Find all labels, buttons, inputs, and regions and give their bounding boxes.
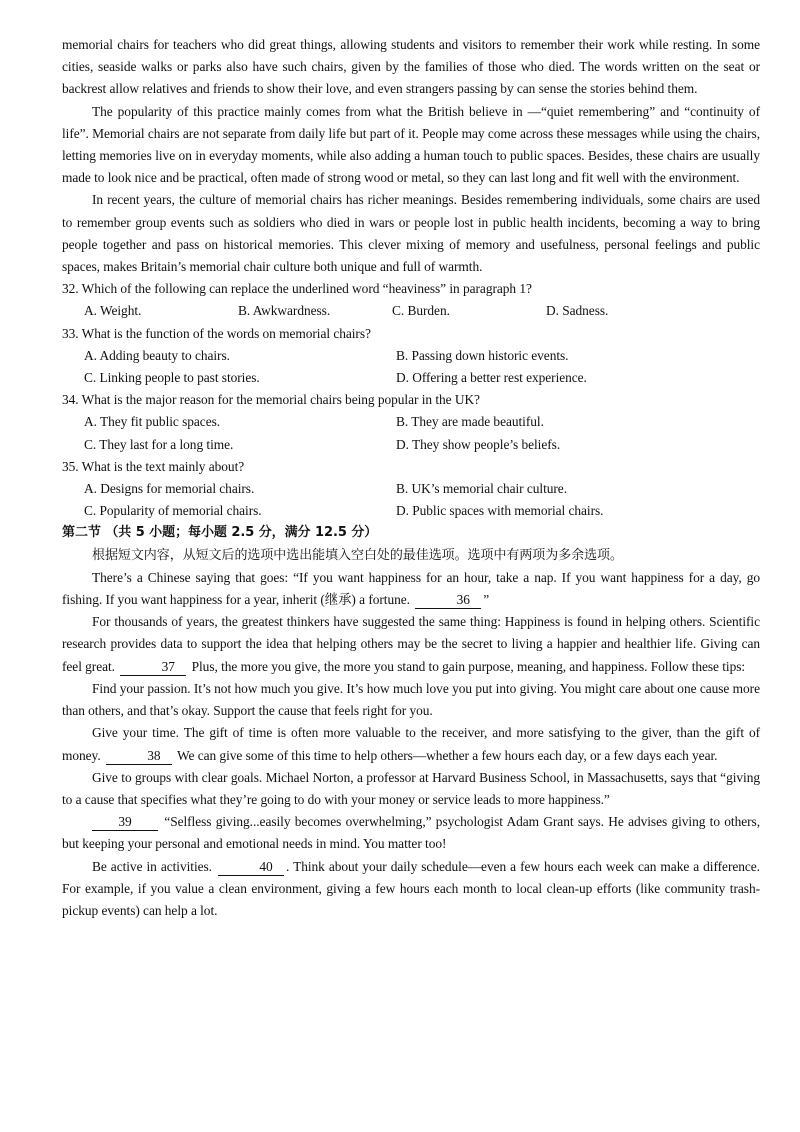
cloze-text: “Selfless giving...easily becomes overwhelming,” psychologist Adam Grant says. He advises giving to others, but keeping your personal and emotional needs in mind. You matter too! — [62, 814, 760, 852]
blank-36: 36 — [415, 592, 481, 609]
cloze-paragraph-3: Find your passion. It’s not how much you give. It’s how much love you put into giving. You might care about one cause more than others, and that’s okay. Support the cause that feels right for you. — [62, 680, 760, 719]
reading-paragraph-2: The popularity of this practice mainly comes from what the British believe in —“quiet remembering” and “continuity of life”. Memorial chairs are not separate from daily life but part of it. People may come across these messages while using the chairs, letting memories live on in everyday moments, while also adding a human touch to public spaces. Besides, these chairs are usually made to look nice and be practical, often made of strong wood or metal, so they can last long and fit well with the environment. — [62, 103, 760, 186]
option-d: D. Offering a better rest experience. — [396, 370, 587, 386]
section-heading: 第二节 （共 5 小题；每小题 2.5 分，满分 12.5 分） — [62, 525, 378, 541]
question-35 — [62, 456, 760, 523]
cloze-text: For thousands of years, the greatest thinkers have suggested the same thing: Happiness is found in helping others. Scientific research provides data to support the idea that helping others may be the secret to living a happier and healthier life. Giving can feel great. — [62, 614, 760, 674]
question-33 — [62, 323, 760, 390]
option-a: A. They fit public spaces. — [84, 414, 221, 430]
cloze-paragraph-7 — [62, 856, 760, 923]
cloze-text: There’s a Chinese saying that goes: “If you want happiness for an hour, take a nap. If you want happiness for a day, go fishing. If you want happiness for a year, inherit (继承) a fortune. — [62, 569, 760, 608]
reading-paragraph-1: memorial chairs for teachers who did great things, allowing students and visitors to remember their work while resting. In some cities, seaside walks or parks also have such chairs, given by the families of those who died. The words written on the seat or backrest allow relatives and friends to show their love, and even strangers passing by can sense the stories behind them. — [62, 37, 760, 97]
option-row — [62, 434, 760, 456]
cloze-text: Be active in activities. — [92, 858, 212, 874]
option-row — [62, 345, 760, 367]
question-34 — [62, 389, 760, 456]
option-row — [62, 478, 760, 500]
option-row — [62, 367, 760, 389]
option-row — [62, 300, 760, 322]
option-d: D. They show people’s beliefs. — [396, 436, 561, 452]
cloze-paragraph-1 — [62, 567, 760, 611]
option-a: A. Designs for memorial chairs. — [84, 481, 255, 497]
blank-38: 38 — [106, 748, 172, 765]
cloze-text: . Think about your daily schedule—even a few hours each week can make a difference. For example, if you value a clean environment, giving a few hours each month to local clean-up efforts (like community trash-pickup events) can help a lot. — [62, 858, 760, 918]
option-b: B. Passing down historic events. — [396, 347, 569, 363]
question-32 — [62, 278, 760, 322]
option-c: C. Burden. — [392, 303, 450, 319]
option-a: A. Adding beauty to chairs. — [84, 347, 230, 363]
option-row — [62, 500, 760, 522]
cloze-paragraph-6 — [62, 811, 760, 855]
cloze-paragraph-2 — [62, 611, 760, 678]
option-b: B. They are made beautiful. — [396, 414, 544, 430]
cloze-paragraph-5: Give to groups with clear goals. Michael Norton, a professor at Harvard Business School, in Massachusetts, says that “giving to a cause that specifies what they’re going to do with your money or service leads to more happiness.” — [62, 769, 760, 807]
cloze-paragraph-4 — [62, 722, 760, 766]
option-c: C. Linking people to past stories. — [84, 370, 260, 386]
section-instruction: 根据短文内容，从短文后的选项中选出能填入空白处的最佳选项。选项中有两项为多余选项。 — [92, 547, 623, 563]
blank-40: 40 — [218, 859, 284, 876]
option-b: B. UK’s memorial chair culture. — [396, 481, 567, 497]
cloze-text: ” — [483, 592, 490, 608]
option-d: D. Public spaces with memorial chairs. — [396, 503, 604, 519]
cloze-text: Give your time. The gift of time is often more valuable to the receiver, and more satisfying to the giver, than the gift of money. — [62, 725, 760, 763]
option-a: A. Weight. — [84, 303, 142, 319]
question-stem: 34. What is the major reason for the memorial chairs being popular in the UK? — [62, 392, 480, 408]
blank-37: 37 — [120, 659, 186, 676]
cloze-text: Plus, the more you give, the more you stand to gain purpose, meaning, and happiness. Follow these tips: — [191, 658, 746, 674]
question-stem: 32. Which of the following can replace the underlined word “heaviness” in paragraph 1? — [62, 281, 532, 297]
reading-paragraph-3: In recent years, the culture of memorial chairs has richer meanings. Besides remembering individuals, some chairs are used to remember group events such as soldiers who died in wars or people lost in public health incidents, becoming a way to bring people together and pass on historical memories. This clever mixing of memory and usefulness, personal feelings and public spaces, makes Britain’s memorial chair culture both unique and full of warmth. — [62, 192, 760, 275]
cloze-text: We can give some of this time to help others—whether a few hours each day, or a few days each year. — [177, 747, 718, 763]
option-d: D. Sadness. — [546, 303, 609, 319]
option-c: C. They last for a long time. — [84, 436, 234, 452]
exam-page — [62, 34, 760, 922]
option-row — [62, 411, 760, 433]
option-b: B. Awkwardness. — [238, 303, 331, 319]
option-c: C. Popularity of memorial chairs. — [84, 503, 262, 519]
question-stem: 35. What is the text mainly about? — [62, 458, 245, 474]
blank-39: 39 — [92, 814, 158, 831]
question-stem: 33. What is the function of the words on memorial chairs? — [62, 325, 371, 341]
